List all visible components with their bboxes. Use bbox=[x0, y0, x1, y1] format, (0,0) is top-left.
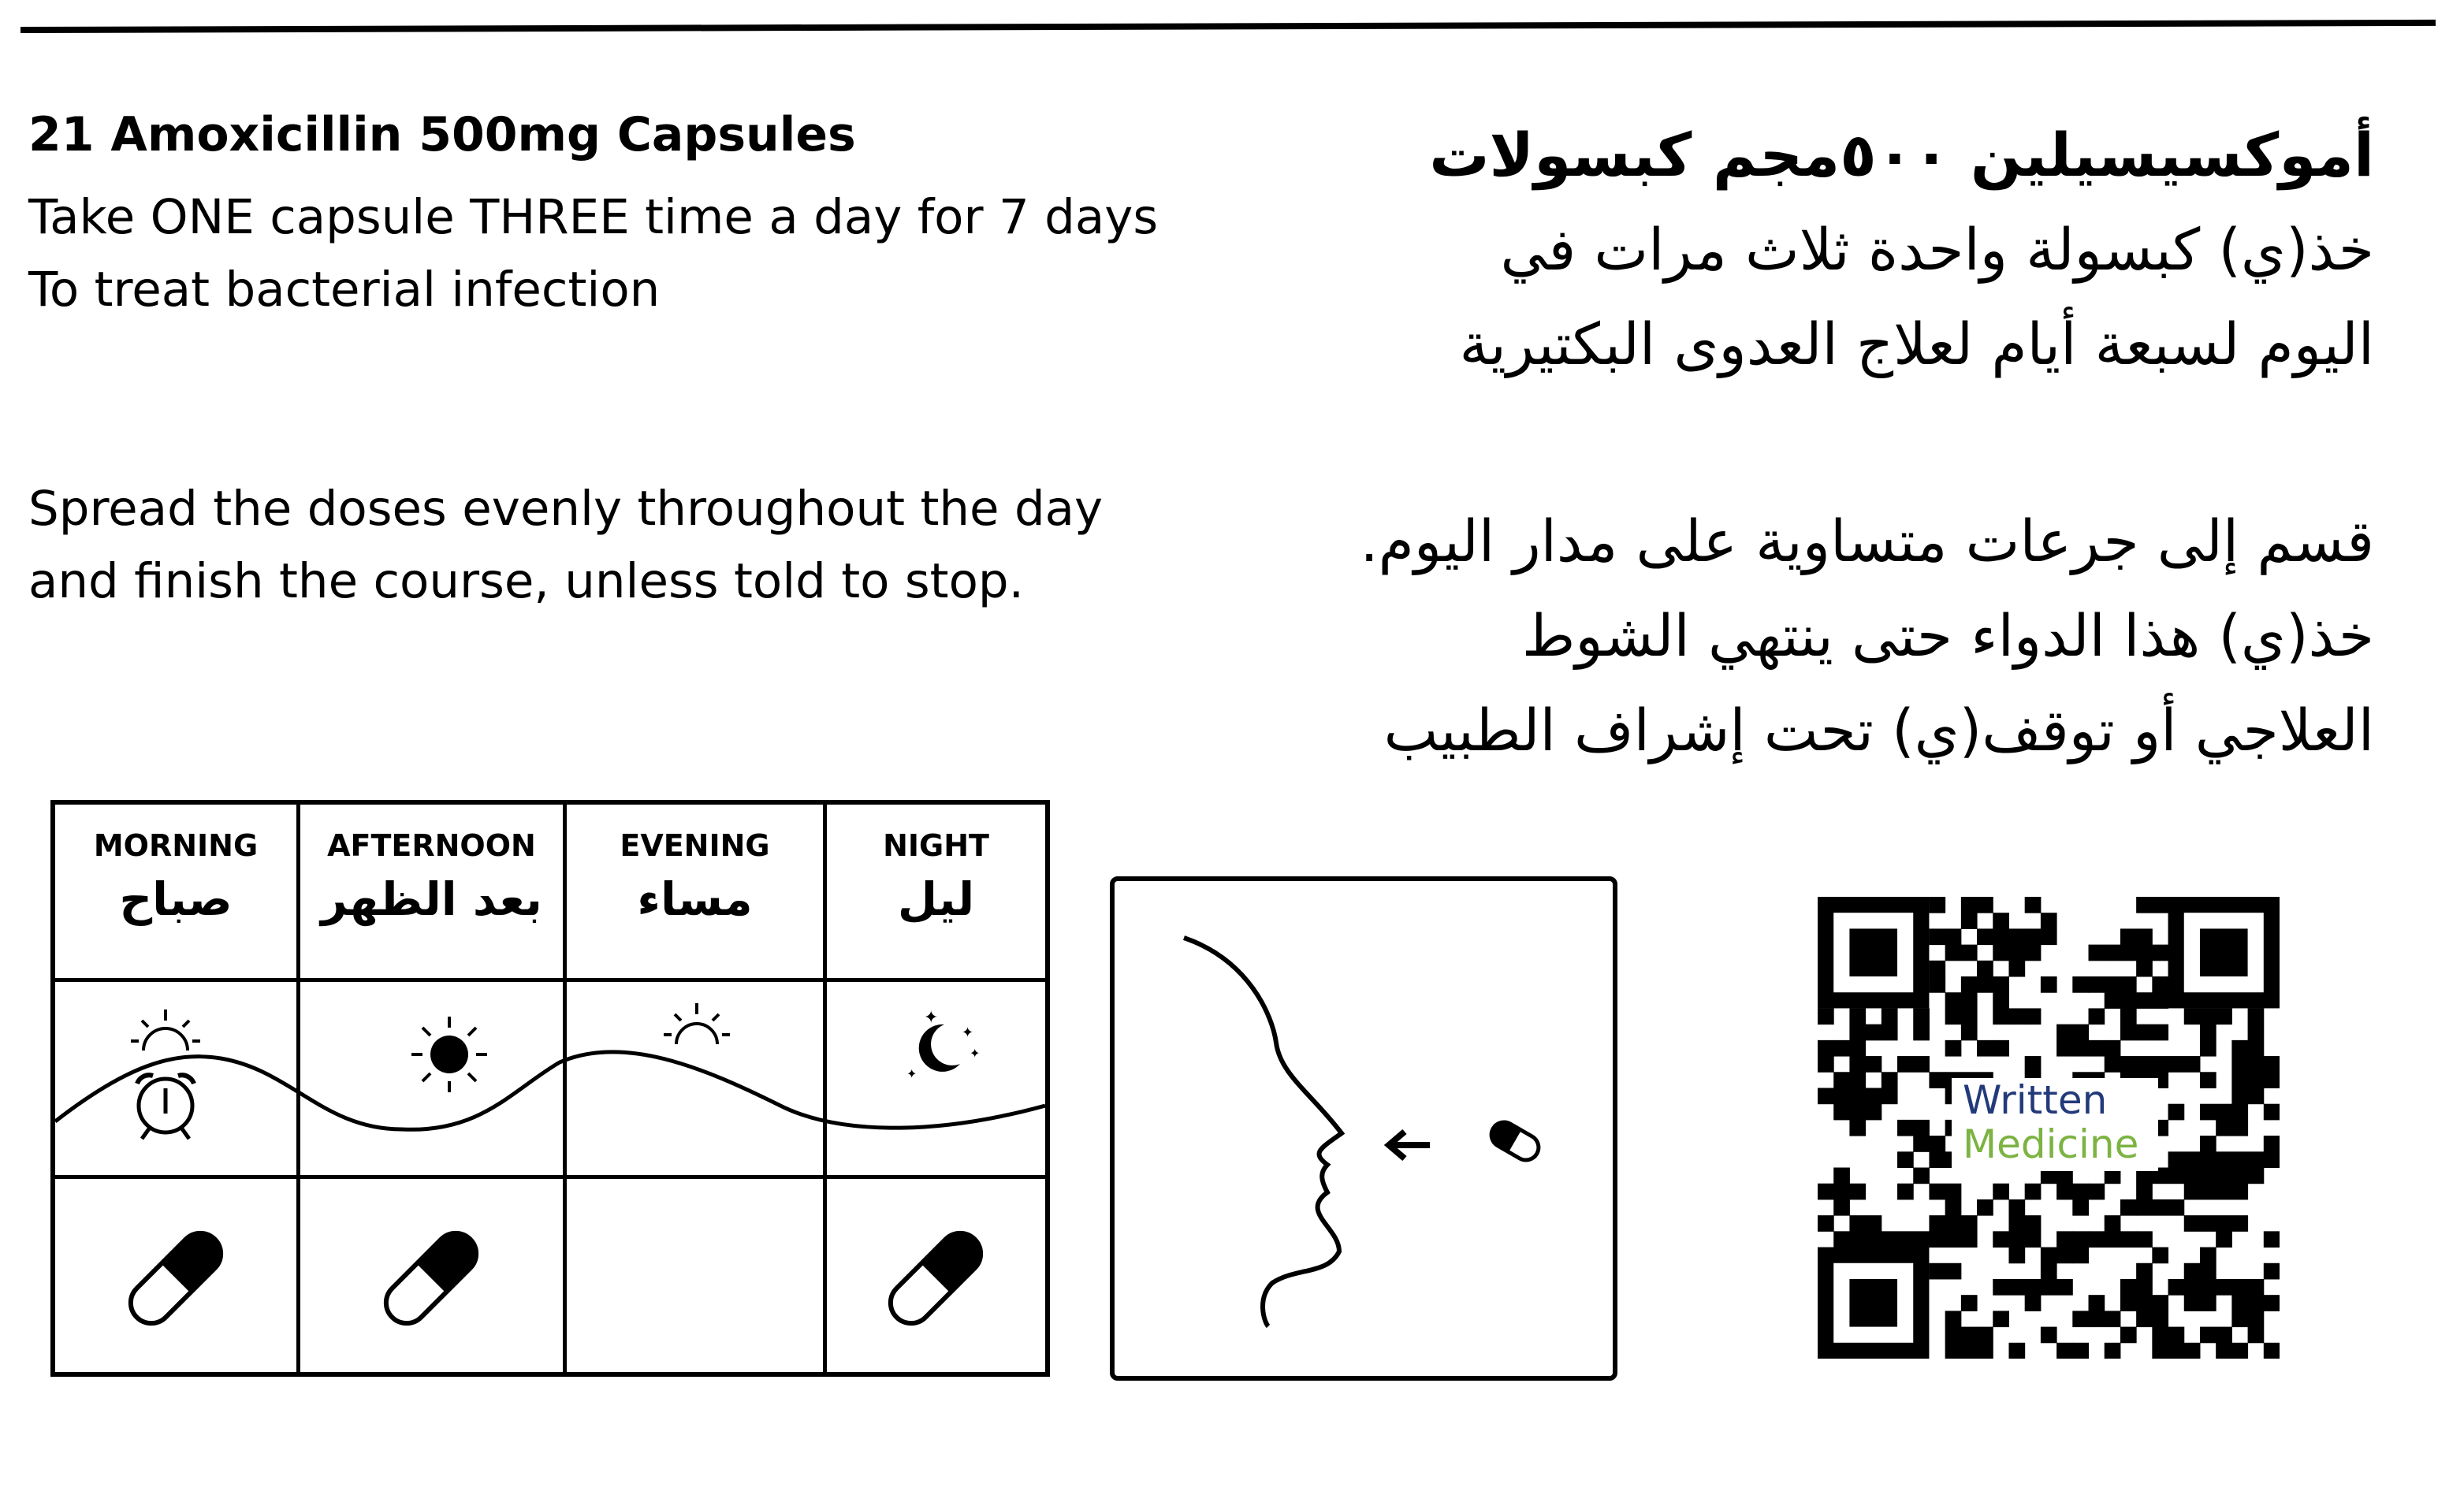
time-of-day-row bbox=[55, 980, 1045, 1177]
swallow-capsule-icon bbox=[1115, 881, 1613, 1376]
written-medicine-logo bbox=[1952, 1078, 2158, 1171]
sun-icon bbox=[411, 1017, 487, 1092]
arabic-advice bbox=[1360, 495, 2374, 779]
logo-line-1: Written bbox=[1963, 1077, 2108, 1123]
svg-text:✦: ✦ bbox=[970, 1046, 981, 1061]
english-line: and finish the course, unless told to stop. bbox=[28, 553, 1025, 609]
header-label-en: EVENING bbox=[620, 828, 770, 863]
english-line: Take ONE capsule THREE time a day for 7 days bbox=[28, 189, 1159, 245]
svg-text:✦: ✦ bbox=[906, 1066, 917, 1081]
header-label-en: MORNING bbox=[93, 828, 259, 863]
qr-code[interactable] bbox=[1818, 897, 2280, 1359]
english-advice bbox=[28, 473, 1103, 618]
arabic-title: أموكسيسيلين ٥٠٠مجم كبسولات bbox=[1429, 120, 2374, 190]
english-line: Spread the doses evenly throughout the day bbox=[28, 481, 1104, 537]
arabic-line: خذ(ي) هذا الدواء حتى ينتهي الشوط bbox=[1521, 603, 2374, 670]
top-rule bbox=[20, 20, 2436, 33]
dose-cell-night bbox=[827, 1180, 1045, 1377]
header-label-ar: بعد الظهر bbox=[321, 872, 542, 926]
header-label-en: NIGHT bbox=[883, 828, 989, 863]
header-label-ar: مساء bbox=[637, 872, 753, 926]
english-instructions bbox=[28, 181, 1158, 326]
english-line: To treat bacterial infection bbox=[28, 262, 661, 318]
dosing-schedule bbox=[50, 800, 1050, 1377]
arabic-line: قسم إلى جرعات متساوية على مدار اليوم. bbox=[1360, 508, 2374, 575]
sunrise-alarm-icon bbox=[131, 1010, 200, 1139]
dose-cell-afternoon bbox=[300, 1180, 563, 1377]
english-title: 21 Amoxicillin 500mg Capsules bbox=[28, 107, 856, 162]
header-afternoon bbox=[300, 805, 563, 980]
header-evening bbox=[567, 805, 823, 980]
capsule-icon bbox=[55, 1180, 296, 1377]
svg-text:✦: ✦ bbox=[924, 1008, 939, 1028]
dose-cell-evening-empty bbox=[567, 1180, 823, 1377]
logo-line-2: Medicine bbox=[1963, 1121, 2139, 1167]
header-label-ar: ليل bbox=[897, 872, 975, 926]
arabic-instructions bbox=[1459, 203, 2374, 392]
arabic-line: اليوم لسبعة أيام لعلاج العدوى البكتيرية bbox=[1459, 311, 2374, 378]
header-label-en: AFTERNOON bbox=[327, 828, 536, 863]
arabic-line: خذ(ي) كبسولة واحدة ثلاث مرات في bbox=[1500, 217, 2374, 284]
qr-finder-pattern bbox=[2176, 905, 2272, 1000]
capsule-icon bbox=[827, 1180, 1045, 1377]
dose-cell-morning bbox=[55, 1180, 296, 1377]
header-label-ar: صباح bbox=[119, 872, 233, 926]
svg-text:✦: ✦ bbox=[962, 1024, 974, 1041]
capsule-icon bbox=[300, 1180, 563, 1377]
arabic-line: العلاجي أو توقف(ي) تحت إشراف الطبيب bbox=[1383, 697, 2374, 764]
header-morning bbox=[55, 805, 296, 980]
qr-finder-pattern bbox=[1826, 905, 1921, 1000]
qr-finder-pattern bbox=[1826, 1255, 1921, 1351]
moon-stars-icon bbox=[906, 1008, 980, 1081]
sunset-icon bbox=[664, 1003, 730, 1044]
swallow-panel bbox=[1110, 876, 1617, 1381]
header-night bbox=[827, 805, 1045, 980]
